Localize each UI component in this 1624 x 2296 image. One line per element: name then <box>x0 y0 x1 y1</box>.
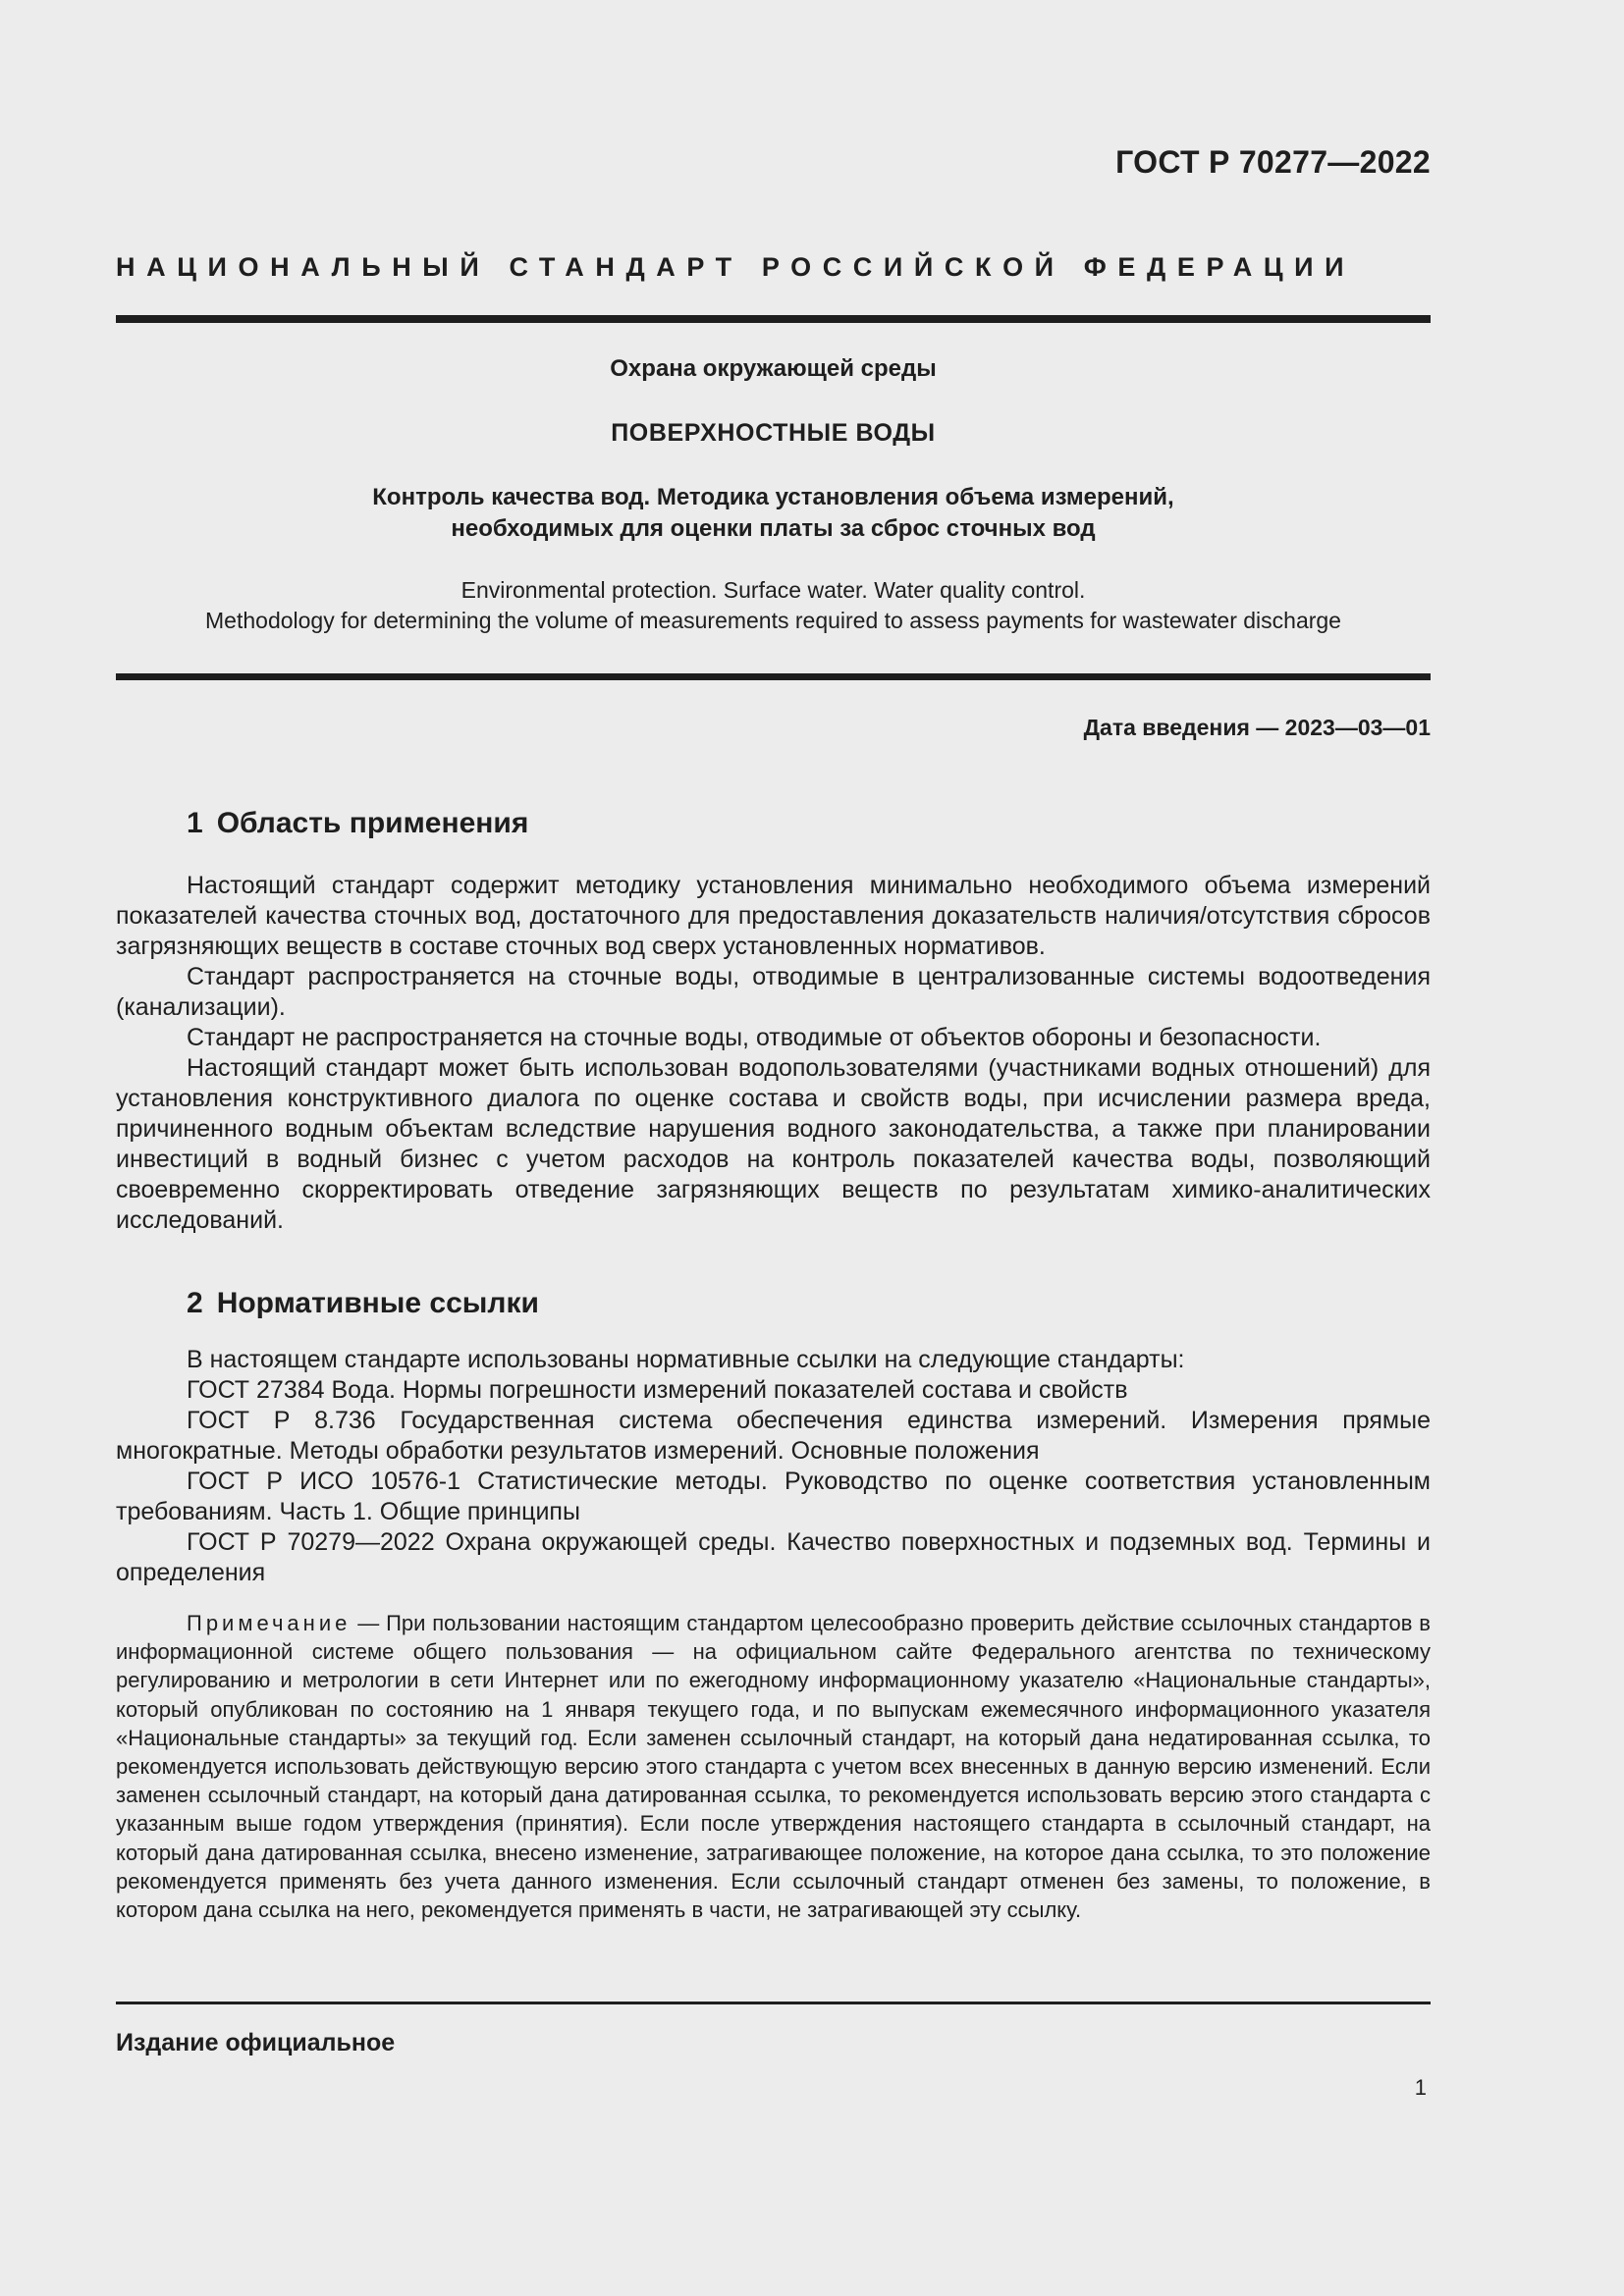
title-bottom-divider <box>116 673 1431 680</box>
section-1-heading <box>187 807 528 840</box>
top-divider <box>116 315 1431 323</box>
paragraph: Настоящий стандарт может быть использован водопользователями (участниками водных отношений) для установления конструктивного диалога по оценке состава и свойств воды, при исчислении размера вреда, причиненного водным объектам вследствие нарушения водного законодательства, а также при планировании инвестиций в водный бизнес с учетом расходов на контроль показателей качества воды, позволяющий своевременно скорректировать отведение загрязняющих веществ по результатам химико-аналитических исследований. <box>116 1054 1431 1234</box>
page-number: 1 <box>1414 2075 1427 2100</box>
english-title <box>116 575 1431 636</box>
official-edition-label: Издание официальное <box>116 2029 396 2056</box>
section-number: 2 <box>187 1287 203 1319</box>
note <box>116 1609 1431 1924</box>
section-2-heading <box>187 1287 539 1320</box>
english-title-line-2: Methodology for determining the volume of measurements required to assess payments for wastewater discharge <box>205 608 1341 633</box>
note-text: — При пользовании настоящим стандартом целесообразно проверить действие ссылочных стандартов в информационной системе общего пользования — на официальном сайте Федерального агентства по техническому регулированию и метрологии в сети Интернет или по ежегодному информационному указателю «Национальные стандарты», который опубликован по состоянию на 1 января текущего года, и по выпускам ежемесячного информационного указателя «Национальные стандарты» за текущий год. Если заменен ссылочный стандарт, на который дана недатированная ссылка, то рекомендуется использовать действующую версию этого стандарта с учетом всех внесенных в данную версию изменений. Если заменен ссылочный стандарт, на который дана датированная ссылка, то рекомендуется использовать версию этого стандарта с указанным выше годом утверждения (принятия). Если после утверждения настоящего стандарта в ссылочный стандарт, на который дана датированная ссылка, внесено изменение, затрагивающее положение, на которое дана ссылка, то это положение рекомендуется применять без учета данного изменения. Если ссылочный стандарт отменен без замены, то положение, в котором дана ссылка на него, рекомендуется применять в части, не затрагивающей эту ссылку. <box>116 1611 1431 1923</box>
paragraph: Настоящий стандарт содержит методику установления минимально необходимого объема измерений показателей качества сточных вод, достаточного для предоставления доказательств наличия/отсутствия сбросов загрязняющих веществ в составе сточных вод сверх установленных нормативов. <box>116 872 1431 960</box>
reference-item: ГОСТ 27384 Вода. Нормы погрешности измерений показателей состава и свойств <box>187 1376 1128 1404</box>
section-2-body <box>116 1345 1431 1588</box>
reference-item: ГОСТ Р 8.736 Государственная система обеспечения единства измерений. Измерения прямые многократные. Методы обработки результатов измерений. Основные положения <box>116 1407 1431 1465</box>
reference-item: ГОСТ Р ИСО 10576-1 Статистические методы. Руководство по оценке соответствия установленным требованиям. Часть 1. Общие принципы <box>116 1468 1431 1525</box>
standard-subject: Охрана окружающей среды <box>610 355 937 382</box>
subtitle-line-2: необходимых для оценки платы за сброс сточных вод <box>451 515 1096 542</box>
section-number: 1 <box>187 807 203 839</box>
section-title: Нормативные ссылки <box>216 1287 539 1319</box>
document-page <box>116 0 1431 2296</box>
paragraph: В настоящем стандарте использованы нормативные ссылки на следующие стандарты: <box>187 1346 1185 1373</box>
standard-main-title: ПОВЕРХНОСТНЫЕ ВОДЫ <box>611 419 936 447</box>
reference-item: ГОСТ Р 70279—2022 Охрана окружающей среды. Качество поверхностных и подземных вод. Термины и определения <box>116 1528 1431 1586</box>
subtitle-line-1: Контроль качества вод. Методика установления объема измерений, <box>372 484 1174 510</box>
document-number: ГОСТ Р 70277—2022 <box>1115 144 1431 180</box>
section-title: Область применения <box>216 807 529 839</box>
note-label: Примечание <box>187 1611 352 1635</box>
english-title-line-1: Environmental protection. Surface water. Water quality control. <box>460 577 1086 603</box>
paragraph: Стандарт не распространяется на сточные воды, отводимые от объектов обороны и безопасности. <box>187 1024 1322 1051</box>
introduction-date: Дата введения — 2023—03—01 <box>1083 715 1431 740</box>
footer-divider <box>116 2002 1431 2004</box>
section-1-body <box>116 871 1431 1236</box>
standard-subtitle <box>116 482 1431 545</box>
national-standard-banner: НАЦИОНАЛЬНЫЙ СТАНДАРТ РОССИЙСКОЙ ФЕДЕРАЦИИ <box>116 252 1356 282</box>
paragraph: Стандарт распространяется на сточные воды, отводимые в централизованные системы водоотведения (канализации). <box>116 963 1431 1021</box>
